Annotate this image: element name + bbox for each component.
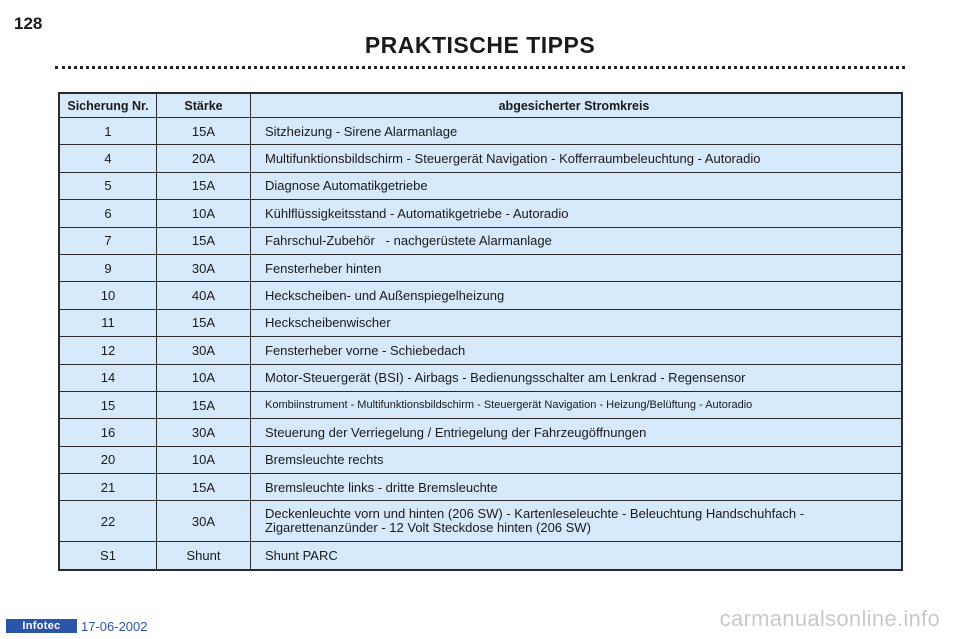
fuse-number: S1 xyxy=(60,542,157,568)
fuse-number: 20 xyxy=(60,447,157,473)
table-row xyxy=(60,117,901,144)
table-row xyxy=(60,391,901,418)
fuse-number: 7 xyxy=(60,228,157,254)
header-circuit: abgesicherter Stromkreis xyxy=(498,98,650,113)
fuse-number: 9 xyxy=(60,255,157,281)
fuse-circuit: Steuerung der Verriegelung / Entriegelung der Fahrzeugöffnungen xyxy=(265,424,647,440)
fuse-circuit: Heckscheibenwischer xyxy=(265,315,391,331)
table-row xyxy=(60,309,901,336)
fuse-circuit-line: Deckenleuchte vorn und hinten (206 SW) - Kartenleseleuchte - Beleuchtung Handschuhfach - xyxy=(265,506,805,522)
fuse-table xyxy=(58,92,903,571)
table-row xyxy=(60,199,901,226)
fuse-circuit: Shunt PARC xyxy=(265,548,338,564)
fuse-circuit: Diagnose Automatikgetriebe xyxy=(265,178,428,194)
fuse-number: 11 xyxy=(60,310,157,336)
table-row xyxy=(60,473,901,500)
fuse-number: 1 xyxy=(60,118,157,144)
header-rating: Stärke xyxy=(157,94,251,117)
fuse-number: 14 xyxy=(60,365,157,391)
fuse-circuit: Bremsleuchte links - dritte Bremsleuchte xyxy=(265,479,498,495)
table-header-row xyxy=(60,94,901,117)
fuse-rating: 15A xyxy=(157,392,251,418)
fuse-rating: 15A xyxy=(157,228,251,254)
fuse-rating: 15A xyxy=(157,173,251,199)
table-row xyxy=(60,541,901,568)
fuse-number: 4 xyxy=(60,145,157,171)
header-fuse-no: Sicherung Nr. xyxy=(60,94,157,117)
table-row xyxy=(60,418,901,445)
table-row xyxy=(60,336,901,363)
table-row xyxy=(60,281,901,308)
fuse-circuit: Multifunktionsbildschirm - Steuergerät Navigation - Kofferraumbeleuchtung - Autoradio xyxy=(265,151,761,167)
fuse-circuit: Fensterheber vorne - Schiebedach xyxy=(265,342,466,358)
title-divider xyxy=(55,66,905,69)
fuse-circuit xyxy=(251,501,901,541)
fuse-rating: 10A xyxy=(157,365,251,391)
fuse-number: 6 xyxy=(60,200,157,226)
page-title: PRAKTISCHE TIPPS xyxy=(364,32,596,58)
table-row xyxy=(60,254,901,281)
table-row xyxy=(60,364,901,391)
table-row xyxy=(60,172,901,199)
fuse-number: 5 xyxy=(60,173,157,199)
fuse-number: 10 xyxy=(60,282,157,308)
fuse-number: 16 xyxy=(60,419,157,445)
fuse-rating: 10A xyxy=(157,200,251,226)
fuse-rating: 30A xyxy=(157,255,251,281)
fuse-rating: 15A xyxy=(157,310,251,336)
fuse-circuit: Bremsleuchte rechts xyxy=(265,452,384,468)
table-row xyxy=(60,446,901,473)
fuse-circuit: Heckscheiben- und Außenspiegelheizung xyxy=(265,288,505,304)
footer-date: 17-06-2002 xyxy=(81,619,148,634)
fuse-circuit: Kombiinstrument - Multifunktionsbildschirm - Steuergerät Navigation - Heizung/Belüftung - Autoradio xyxy=(265,399,753,412)
fuse-circuit: Sitzheizung - Sirene Alarmanlage xyxy=(265,123,458,139)
table-row xyxy=(60,144,901,171)
fuse-rating: 15A xyxy=(157,118,251,144)
fuse-circuit: Kühlflüssigkeitsstand - Automatikgetriebe - Autoradio xyxy=(265,205,569,221)
fuse-number: 15 xyxy=(60,392,157,418)
fuse-rating: 30A xyxy=(157,337,251,363)
fuse-rating: 30A xyxy=(157,419,251,445)
fuse-circuit-line: Zigarettenanzünder - 12 Volt Steckdose hinten (206 SW) xyxy=(265,520,591,536)
fuse-number: 12 xyxy=(60,337,157,363)
fuse-rating: 30A xyxy=(157,501,251,541)
fuse-rating: 15A xyxy=(157,474,251,500)
fuse-circuit: Fensterheber hinten xyxy=(265,260,382,276)
fuse-rating: 40A xyxy=(157,282,251,308)
table-row xyxy=(60,500,901,541)
fuse-number: 22 xyxy=(60,501,157,541)
fuse-number: 21 xyxy=(60,474,157,500)
fuse-circuit: Motor-Steuergerät (BSI) - Airbags - Bedienungsschalter am Lenkrad - Regensensor xyxy=(265,370,746,386)
page-number: 128 xyxy=(14,14,43,33)
fuse-rating: 20A xyxy=(157,145,251,171)
fuse-rating: 10A xyxy=(157,447,251,473)
infotec-logo: Infotec xyxy=(6,619,77,633)
fuse-circuit: Fahrschul-Zubehör - nachgerüstete Alarmanlage xyxy=(265,233,552,249)
fuse-rating: Shunt xyxy=(157,542,251,568)
watermark: carmanualsonline.info xyxy=(719,606,940,631)
table-row xyxy=(60,227,901,254)
